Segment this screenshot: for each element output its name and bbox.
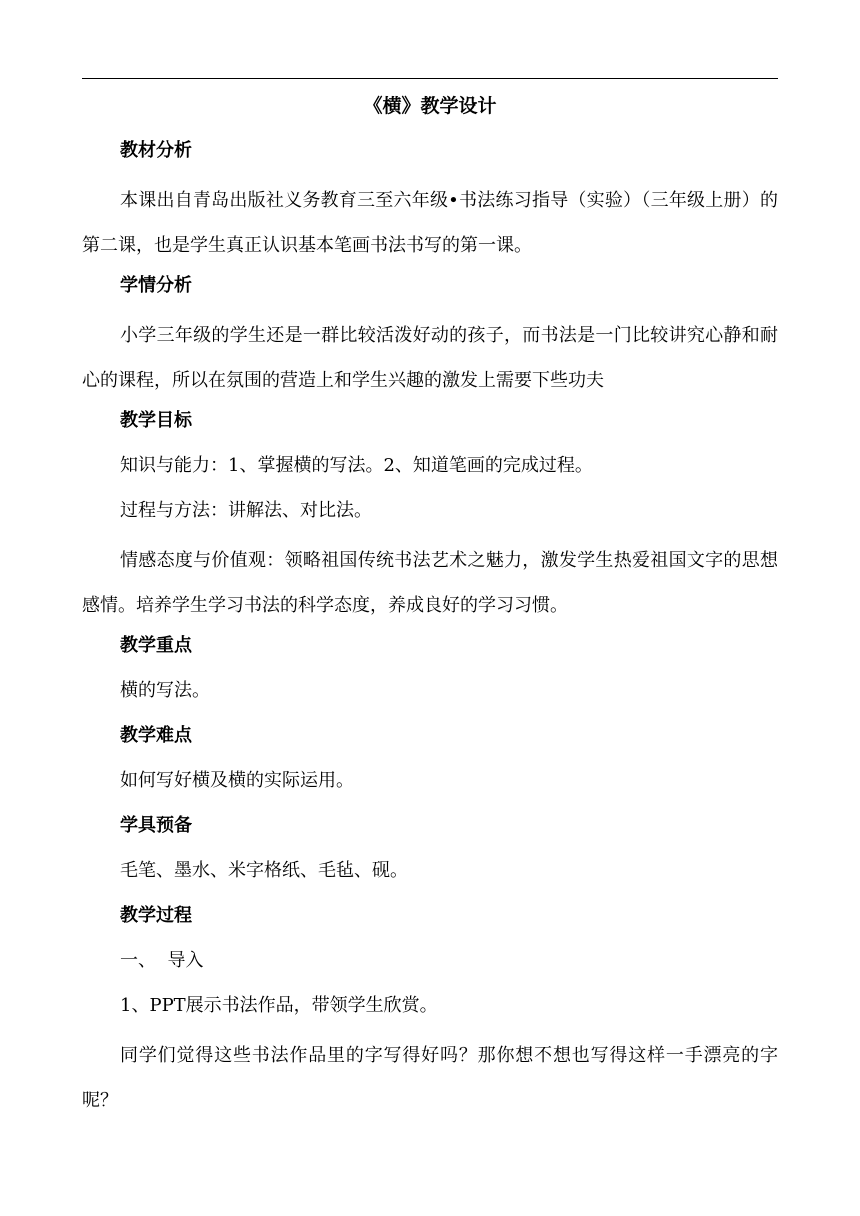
section-heading-student-analysis: 学情分析	[120, 275, 192, 296]
section-heading-difficulties: 教学难点	[120, 725, 192, 746]
section-heading-key-points: 教学重点	[120, 635, 192, 656]
paragraph-process-step1: 1、PPT展示书法作品，带领学生欣赏。	[120, 995, 438, 1016]
document-page	[82, 88, 778, 1123]
section-heading-textbook-analysis: 教材分析	[120, 140, 192, 161]
section-heading-teaching-goals: 教学目标	[120, 410, 192, 431]
paragraph-goal-process: 过程与方法：讲解法、对比法。	[120, 500, 372, 521]
paragraph-textbook-analysis: 本课出自青岛出版社义务教育三至六年级•书法练习指导（实验）（三年级上册）的第二课，也是学生真正认识基本笔画书法书写的第一课。	[82, 190, 778, 256]
document-title: 《横》教学设计	[363, 95, 497, 117]
section-heading-teaching-process: 教学过程	[120, 905, 192, 926]
paragraph-process-question: 同学们觉得这些书法作品里的字写得好吗？那你想不想也写得这样一手漂亮的字呢？	[82, 1045, 778, 1111]
paragraph-process-intro: 一、 导入	[120, 950, 204, 971]
paragraph-materials: 毛笔、墨水、米字格纸、毛毡、砚。	[120, 860, 408, 881]
paragraph-goal-knowledge: 知识与能力：1、掌握横的写法。2、知道笔画的完成过程。	[120, 455, 593, 476]
paragraph-difficulties: 如何写好横及横的实际运用。	[120, 770, 354, 791]
paragraph-student-analysis: 小学三年级的学生还是一群比较活泼好动的孩子，而书法是一门比较讲究心静和耐心的课程，所以在氛围的营造上和学生兴趣的激发上需要下些功夫	[82, 325, 778, 391]
paragraph-goal-emotion: 情感态度与价值观：领略祖国传统书法艺术之魅力，激发学生热爱祖国文字的思想感情。培养学生学习书法的科学态度，养成良好的学习习惯。	[82, 550, 778, 616]
paragraph-key-points: 横的写法。	[120, 680, 210, 701]
header-rule	[82, 78, 778, 79]
section-heading-materials: 学具预备	[120, 815, 192, 836]
